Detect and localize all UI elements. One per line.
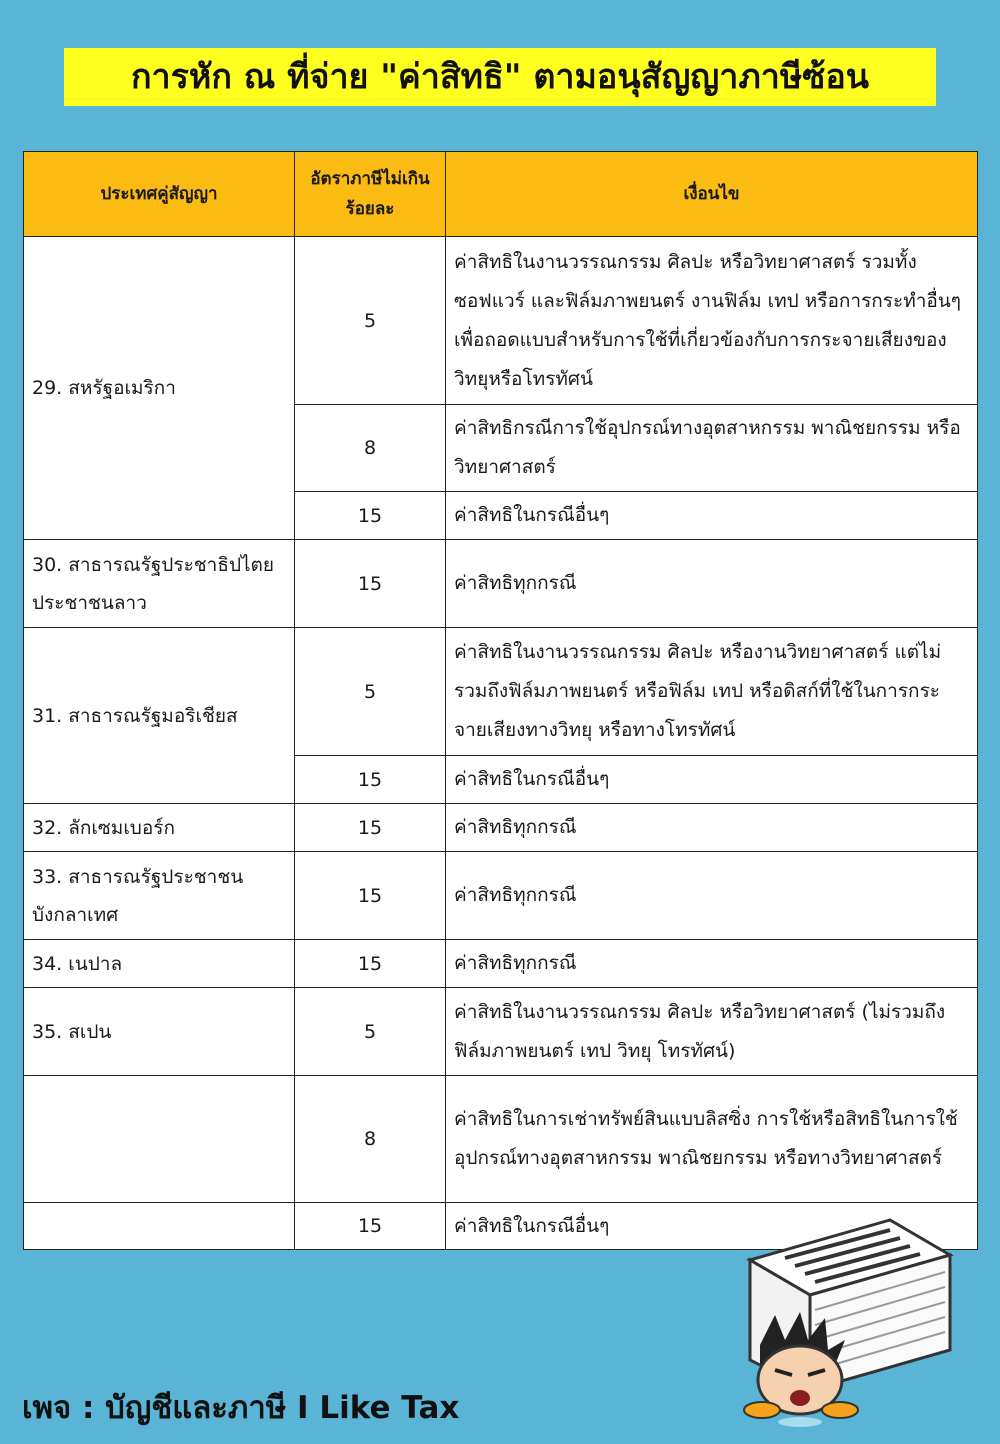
condition-cell: ค่าสิทธิในงานวรรณกรรม ศิลปะ หรือวิทยาศาสตร์ (ไม่รวมถึงฟิล์มภาพยนตร์ เทป วิทยุ โทรทัศน์) (446, 988, 978, 1076)
rate-cell: 8 (295, 405, 446, 492)
country-cell: 31. สาธารณรัฐมอริเชียส (24, 628, 295, 804)
rate-cell: 15 (295, 804, 446, 852)
condition-cell: ค่าสิทธิกรณีการใช้อุปกรณ์ทางอุตสาหกรรม พาณิชยกรรม หรือวิทยาศาสตร์ (446, 405, 978, 492)
country-cell: 30. สาธารณรัฐประชาธิปไตยประชาชนลาว (24, 540, 295, 628)
rate-cell: 15 (295, 492, 446, 540)
country-cell-empty (24, 1076, 295, 1203)
country-cell: 29. สหรัฐอเมริกา (24, 237, 295, 540)
footer-page-credit: เพจ : บัญชีและภาษี I Like Tax (22, 1390, 460, 1426)
condition-cell: ค่าสิทธิในงานวรรณกรรม ศิลปะ หรืองานวิทยาศาสตร์ แต่ไม่รวมถึงฟิล์มภาพยนตร์ หรือฟิล์ม เทป หรือดิสก์ที่ใช้ในการกระจายเสียงทางวิทยุ หรือทางโทรทัศน์ (446, 628, 978, 756)
header-rate: อัตราภาษีไม่เกินร้อยละ (295, 152, 446, 237)
rate-cell: 15 (295, 756, 446, 804)
table-row (24, 852, 978, 940)
rate-cell: 5 (295, 237, 446, 405)
country-cell: 35. สเปน (24, 988, 295, 1076)
table-row (24, 1076, 978, 1203)
condition-cell: ค่าสิทธิในกรณีอื่นๆ (446, 756, 978, 804)
table-row (24, 988, 978, 1076)
condition-cell: ค่าสิทธิในงานวรรณกรรม ศิลปะ หรือวิทยาศาสตร์ รวมทั้งซอฟแวร์ และฟิล์มภาพยนตร์ งานฟิล์ม เทป หรือการกระทำอื่นๆ เพื่อถอดแบบสำหรับการใช้ที่เกี่ยวข้องกับการกระจายเสียงของวิทยุหรือโทรทัศน์ (446, 237, 978, 405)
header-country: ประเทศคู่สัญญา (24, 152, 295, 237)
country-cell: 34. เนปาล (24, 940, 295, 988)
rate-cell: 15 (295, 852, 446, 940)
rate-cell: 15 (295, 540, 446, 628)
tax-treaty-table (23, 151, 978, 1250)
table-header-row (24, 152, 978, 237)
rate-cell: 8 (295, 1076, 446, 1203)
rate-cell: 5 (295, 988, 446, 1076)
condition-cell: ค่าสิทธิทุกกรณี (446, 540, 978, 628)
table-row (24, 540, 978, 628)
condition-cell: ค่าสิทธิในการเช่าทรัพย์สินแบบลิสซิ่ง การใช้หรือสิทธิในการใช้อุปกรณ์ทางอุตสาหกรรม พาณิชยกรรม หรือทางวิทยาศาสตร์ (446, 1076, 978, 1203)
table-row (24, 237, 978, 405)
condition-cell: ค่าสิทธิทุกกรณี (446, 940, 978, 988)
condition-cell: ค่าสิทธิทุกกรณี (446, 804, 978, 852)
tired-accountant-illustration (740, 1200, 970, 1430)
condition-cell: ค่าสิทธิในกรณีอื่นๆ (446, 1203, 978, 1250)
table-row (24, 628, 978, 756)
rate-cell: 15 (295, 1203, 446, 1250)
rate-cell: 15 (295, 940, 446, 988)
rate-cell: 5 (295, 628, 446, 756)
table-row (24, 940, 978, 988)
condition-cell: ค่าสิทธิทุกกรณี (446, 852, 978, 940)
country-cell: 33. สาธารณรัฐประชาชนบังกลาเทศ (24, 852, 295, 940)
country-cell: 32. ลักเซมเบอร์ก (24, 804, 295, 852)
condition-cell: ค่าสิทธิในกรณีอื่นๆ (446, 492, 978, 540)
page-title: การหัก ณ ที่จ่าย "ค่าสิทธิ" ตามอนุสัญญาภาษีซ้อน (64, 48, 936, 106)
country-cell-empty (24, 1203, 295, 1250)
table-row (24, 804, 978, 852)
header-condition: เงื่อนไข (446, 152, 978, 237)
